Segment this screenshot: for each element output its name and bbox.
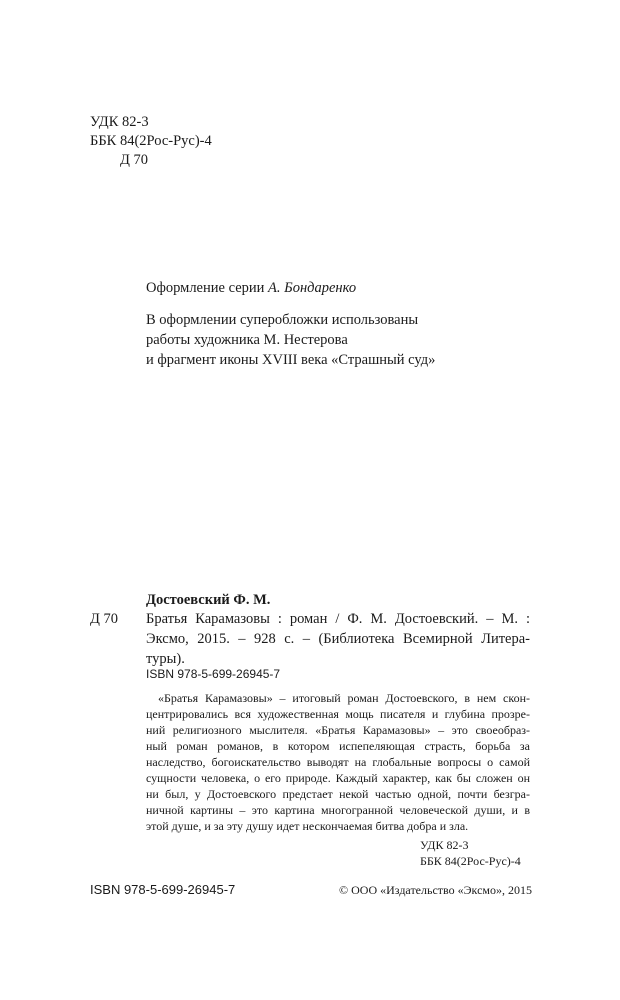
annotation-line: «Братья Карамазовы» – итоговый роман Достоевского, в нем скон- bbox=[158, 691, 530, 705]
catalog-codes bbox=[420, 837, 521, 869]
annotation-line: этой душе, и за эту душу идет нескончаемая битва добра и зла. bbox=[146, 819, 469, 833]
footer-isbn: ISBN 978-5-699-26945-7 bbox=[90, 882, 236, 897]
cover-credit-line: В оформлении суперобложки использованы bbox=[146, 312, 419, 328]
annotation-line: наследство, богоискательство выводят на глобальные вопросы о самой bbox=[146, 755, 530, 769]
catalog-entry-line: Братья Карамазовы : роман / Ф. М. Достоевский. – М. : bbox=[146, 611, 530, 627]
annotation-line: ни был, у Достоевского предстает некой частью одной, почти безгра- bbox=[146, 787, 530, 801]
footer-copyright: © ООО «Издательство «Эксмо», 2015 bbox=[339, 883, 532, 897]
annotation-line: ничной картины – это картина многогранной человеческой души, и в bbox=[146, 803, 530, 817]
annotation-line: центрировались вся художественная мощь писателя и глубина прозре- bbox=[146, 707, 530, 721]
udk-code: УДК 82-3 bbox=[90, 114, 149, 130]
author-mark: Д 70 bbox=[120, 152, 149, 168]
cover-credit-line: и фрагмент иконы XVIII века «Страшный суд» bbox=[146, 352, 436, 368]
catalog-annotation bbox=[146, 690, 530, 834]
catalog-bbk: ББК 84(2Рос-Рус)-4 bbox=[420, 854, 521, 868]
catalog-entry bbox=[146, 609, 530, 669]
catalog-entry-line: Эксмо, 2015. – 928 с. – (Библиотека Всемирной Литера- bbox=[146, 631, 530, 647]
annotation-line: ний религиозного мыслителя. «Братья Карамазовы» – это своеобраз- bbox=[146, 723, 530, 737]
annotation-line: ный роман романов, в котором испепеляющая страсть, борьба за bbox=[146, 739, 530, 753]
series-design-prefix: Оформление серии bbox=[146, 280, 269, 296]
catalog-author-mark: Д 70 bbox=[90, 611, 119, 627]
catalog-isbn: ISBN 978-5-699-26945-7 bbox=[146, 667, 281, 681]
bbk-code: ББК 84(2Рос-Рус)-4 bbox=[90, 133, 212, 149]
catalog-author-heading: Достоевский Ф. М. bbox=[146, 592, 271, 608]
cover-credit-line: работы художника М. Нестерова bbox=[146, 332, 348, 348]
catalog-udk: УДК 82-3 bbox=[420, 838, 469, 852]
annotation-line: сущности человека, о его природе. Каждый характер, как бы сложен он bbox=[146, 771, 530, 785]
series-design-credit bbox=[146, 278, 356, 298]
series-designer-name: А. Бондаренко bbox=[268, 280, 357, 296]
catalog-entry-line: туры). bbox=[146, 651, 185, 667]
top-codes bbox=[90, 112, 212, 170]
cover-credit bbox=[146, 310, 435, 370]
